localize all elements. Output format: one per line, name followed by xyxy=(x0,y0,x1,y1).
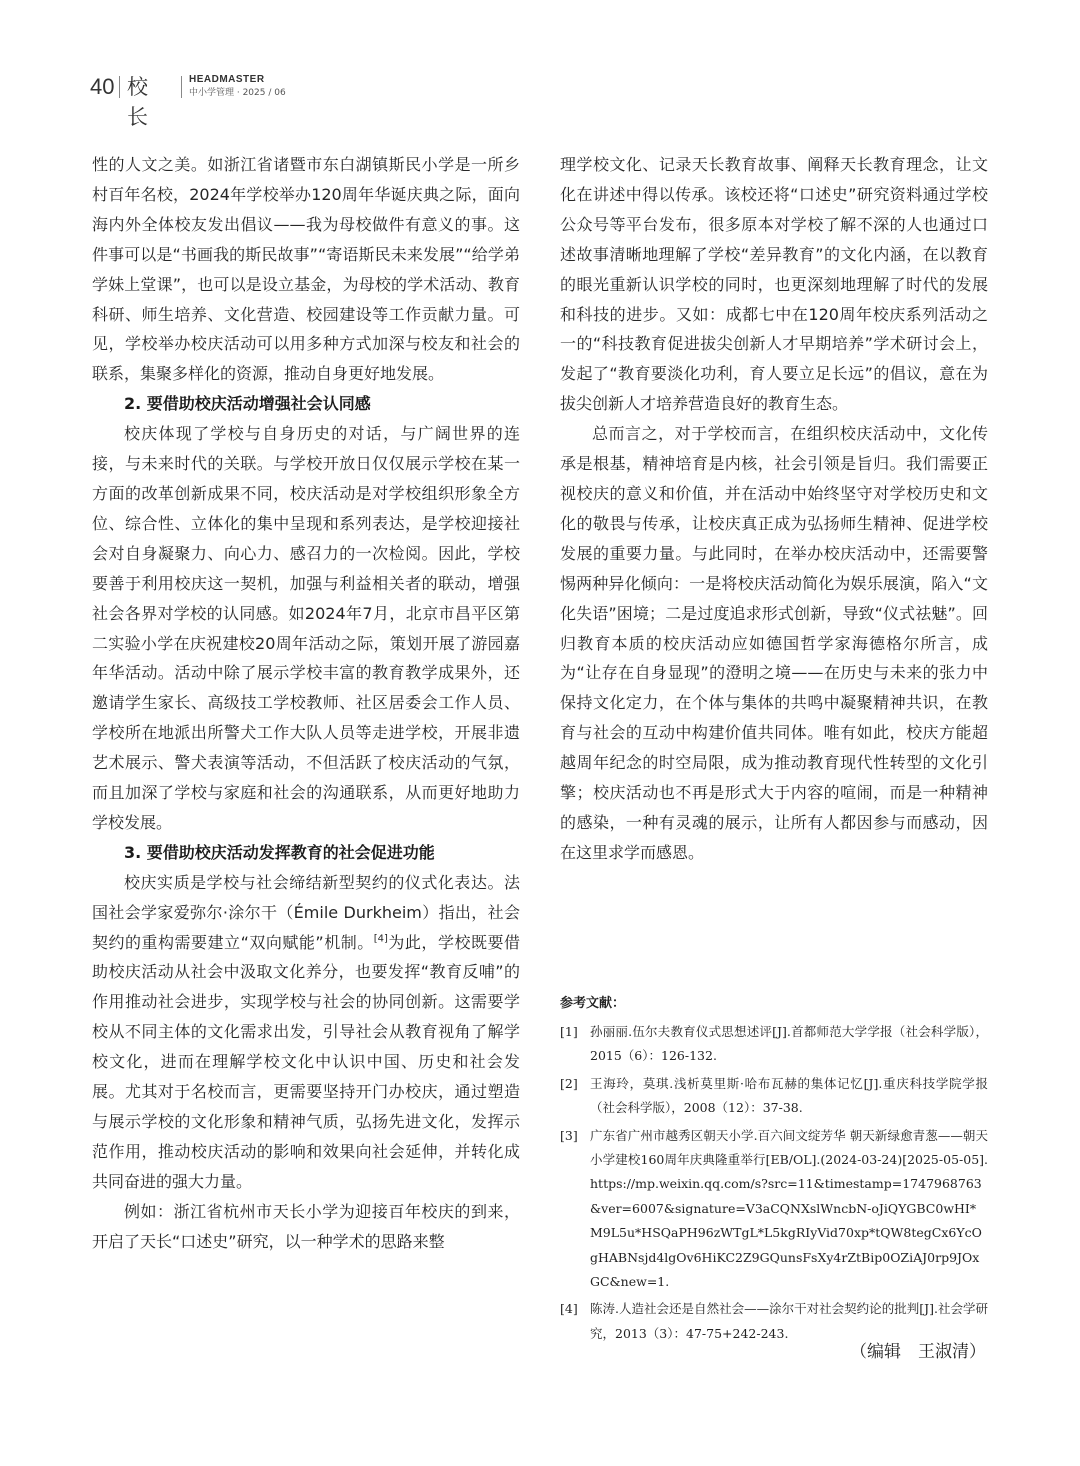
reference-text: 王海玲，莫琪.浅析莫里斯·哈布瓦赫的集体记忆[J].重庆科技学院学报（社会科学版），2008（12）：37-38. xyxy=(590,1075,988,1116)
references-section xyxy=(560,994,988,1349)
reference-text: 广东省广州市越秀区朝天小学.百六间文绽芳华 朝天新绿愈青葱——朝天小学建校160周年庆典隆重举行[EB/OL].(2024-03-24)[2025-05-05].https://mp.weixin.qq.com/s?src=11&timestamp=1747968763&ver=6007&signature=V3aCQNXslWncbN-oJiQYGBC0wHI*M9L5u*HSQaPH96zWTgL*L5kgRIyVid70xp*tQW8tegCx6YcOgHABNsjd4lgOv6HiKC2Z9GQunsFsXy4rZtBip0OZiAJ0rp9JOxGC&new=1. xyxy=(590,1127,988,1290)
reference-number: [1] xyxy=(560,1024,578,1039)
header-divider xyxy=(181,76,182,98)
magazine-english-title: HEADMASTER xyxy=(189,74,265,85)
citation-marker: [4] xyxy=(373,933,388,945)
page-number: 40 xyxy=(90,74,115,99)
left-column xyxy=(92,150,520,1257)
reference-number: [3] xyxy=(560,1127,578,1143)
paragraph: 例如：浙江省杭州市天长小学为迎接百年校庆的到来，开启了天长“口述史”研究，以一种学术的思路来整 xyxy=(92,1201,520,1251)
issue-info: 中小学管理 · 2025 / 06 xyxy=(189,88,286,98)
paragraph-text: 为此，学校既要借助校庆活动从社会中汲取文化养分，也要发挥“教育反哺”的作用推动社会进步，实现学校与社会的协同创新。这需要学校从不同主体的文化需求出发，引导社会从教育视角了解学校文化，进而在理解学校文化中认识中国、历史和社会发展。尤其对于名校而言，更需要坚持开门办校庆，通过塑造与展示学校的文化形象和精神气质，弘扬先进文化，发挥示范作用，推动校庆活动的影响和效果向社会延伸，并转化成共同奋进的强大力量。 xyxy=(92,932,520,1191)
reference-number: [2] xyxy=(560,1075,578,1091)
paragraph xyxy=(92,868,520,1197)
references-title: 参考文献： xyxy=(560,996,626,1011)
reference-text: 陈涛.人造社会还是自然社会——涂尔干对社会契约论的批判[J].社会学研究，2013（3）：47-75+242-243. xyxy=(590,1301,988,1341)
header-divider xyxy=(119,76,120,98)
paragraph: 总而言之，对于学校而言，在组织校庆活动中，文化传承是根基，精神培育是内核，社会引领是旨归。我们需要正视校庆的意义和价值，并在活动中始终坚守对学校历史和文化的敬畏与传承，让校庆真正成为弘扬师生精神、促进学校发展的重要力量。与此同时，在举办校庆活动中，还需要警惕两种异化倾向：一是将校庆活动简化为娱乐展演，陷入“文化失语”困境；二是过度追求形式创新，导致“仪式祛魅”。回归教育本质的校庆活动应如德国哲学家海德格尔所言，成为“让存在自身显现”的澄明之境——在历史与未来的张力中保持文化定力，在个体与集体的共鸣中凝聚精神共识，在教育与社会的互动中构建价值共同体。唯有如此，校庆方能超越周年纪念的时空局限，成为推动教育现代性转型的文化引擎；校庆活动也不再是形式大于内容的喧闹，而是一种精神的感染，一种有灵魂的展示，让所有人都因参与而感动，因在这里求学而感恩。 xyxy=(560,424,988,862)
editor-credit: （编辑 王淑清） xyxy=(850,1342,986,1362)
reference-item xyxy=(560,1020,988,1069)
magazine-title: 校长 xyxy=(127,75,156,129)
section-heading: 2. 要借助校庆活动增强社会认同感 xyxy=(124,394,371,414)
right-column xyxy=(560,150,988,868)
paragraph: 性的人文之美。如浙江省诸暨市东白湖镇斯民小学是一所乡村百年名校，2024年学校举办120周年华诞庆典之际，面向海内外全体校友发出倡议——我为母校做件有意义的事。这件事可以是“书画我的斯民故事”“寄语斯民未来发展”“给学弟学妹上堂课”，也可以是设立基金，为母校的学术活动、教育科研、师生培养、文化营造、校园建设等工作贡献力量。可见，学校举办校庆活动可以用多种方式加深与校友和社会的联系，集聚多样化的资源，推动自身更好地发展。 xyxy=(92,155,520,384)
reference-item xyxy=(560,1072,988,1121)
paragraph: 校庆体现了学校与自身历史的对话，与广阔世界的连接，与未来时代的关联。与学校开放日仅仅展示学校在某一方面的改革创新成果不同，校庆活动是对学校组织形象全方位、综合性、立体化的集中呈现和系列表达，是学校迎接社会对自身凝聚力、向心力、感召力的一次检阅。因此，学校要善于利用校庆这一契机，加强与利益相关者的联动，增强社会各界对学校的认同感。如2024年7月，北京市昌平区第二实验小学在庆祝建校20周年活动之际，策划开展了游园嘉年华活动。活动中除了展示学校丰富的教育教学成果外，还邀请学生家长、高级技工学校教师、社区居委会工作人员、学校所在地派出所警犬工作大队人员等走进学校，开展非遗艺术展示、警犬表演等活动，不但活跃了校庆活动的气氛，而且加深了学校与家庭和社会的沟通联系，从而更好地助力学校发展。 xyxy=(92,424,520,832)
paragraph-text: 校庆实质是学校与社会缔结新型契约的仪式化表达。法国社会学家爱弥尔·涂尔干（Émile Durkheim）指出，社会契约的重构需要建立“双向赋能”机制。 xyxy=(92,872,520,952)
reference-item xyxy=(560,1124,988,1295)
reference-number: [4] xyxy=(560,1301,578,1317)
reference-text: 孙丽丽.伍尔夫教育仪式思想述评[J].首都师范大学学报（社会科学版），2015（6）：126-132. xyxy=(590,1024,988,1064)
section-heading: 3. 要借助校庆活动发挥教育的社会促进功能 xyxy=(124,842,435,862)
reference-item xyxy=(560,1297,988,1346)
paragraph: 理学校文化、记录天长教育故事、阐释天长教育理念，让文化在讲述中得以传承。该校还将“口述史”研究资料通过学校公众号等平台发布，很多原本对学校了解不深的人也通过口述故事清晰地理解了学校“差异教育”的文化内涵，在以教育的眼光重新认识学校的同时，也更深刻地理解了时代的发展和科技的进步。又如：成都七中在120周年校庆系列活动之一的“科技教育促进拔尖创新人才早期培养”学术研讨会上，发起了“教育要淡化功利，育人要立足长远”的倡议，意在为拔尖创新人才培养营造良好的教育生态。 xyxy=(560,155,988,414)
